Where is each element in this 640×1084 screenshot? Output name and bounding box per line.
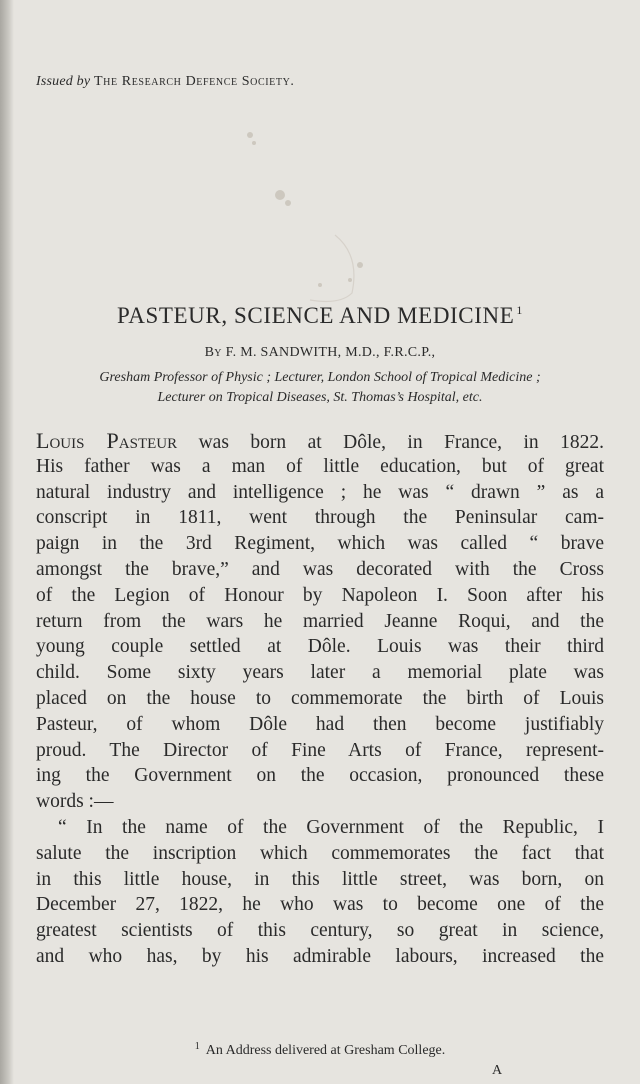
body-line: Pasteur, of whom Dôle had then become justifiably: [36, 713, 604, 735]
lead-words: Louis Pasteur: [36, 428, 178, 453]
publisher-line: [36, 74, 295, 90]
title-footnote-mark: 1: [516, 303, 523, 317]
body-line: proud. The Director of Fine Arts of France, represent-: [36, 739, 604, 761]
signature-mark: A: [492, 1063, 503, 1078]
byline-by: By: [204, 345, 222, 360]
body-line: words :—: [36, 791, 114, 813]
quote-line: and who has, by his admirable labours, increased the: [36, 945, 604, 967]
issued-by-label: Issued by: [36, 74, 91, 89]
quote-line: “ In the name of the Government of the Republic, I: [58, 816, 604, 838]
body-line: young couple settled at Dôle. Louis was their third: [36, 636, 604, 658]
body-line: natural industry and intelligence ; he was “ drawn ” as a: [36, 481, 604, 503]
paper-stain-mark: [210, 115, 390, 315]
footnote-mark: 1: [194, 1041, 200, 1052]
body-line: of the Legion of Honour by Napoleon I. Soon after his: [36, 584, 604, 606]
quote-line: December 27, 1822, he who was to become one of the: [36, 894, 604, 916]
body-line: return from the wars he married Jeanne Roqui, and the: [36, 610, 604, 632]
quote-line: greatest scientists of this century, so great in science,: [36, 920, 604, 942]
body-line: child. Some sixty years later a memorial plate was: [36, 662, 604, 684]
author-byline: [0, 345, 640, 361]
body-line: conscript in 1811, went through the Peninsular cam-: [36, 507, 604, 529]
footnote-text: An Address delivered at Gresham College.: [205, 1043, 446, 1058]
body-line: paign in the 3rd Regiment, which was called “ brave: [36, 533, 604, 555]
body-line: Louis Pasteur was born at Dôle, in France, in 1822.: [36, 428, 604, 453]
body-line: amongst the brave,” and was decorated with the Cross: [36, 558, 604, 580]
body-paragraph: [36, 428, 604, 970]
body-line: placed on the house to commemorate the birth of Louis: [36, 687, 604, 709]
article-title-text: PASTEUR, SCIENCE AND MEDICINE: [117, 303, 515, 328]
article-title: [0, 303, 640, 329]
society-name: The Research Defence Society.: [94, 74, 295, 89]
quote-line: in this little house, in this little street, was born, on: [36, 868, 604, 890]
author-credit-line-1: Gresham Professor of Physic ; Lecturer, London School of Tropical Medicine ;: [99, 370, 541, 385]
author-name: F. M. SANDWITH, M.D., F.R.C.P.,: [225, 345, 436, 360]
body-line: His father was a man of little education, but of great: [36, 455, 604, 477]
body-line: ing the Government on the occasion, pronounced these: [36, 765, 604, 787]
author-credit-line-2: Lecturer on Tropical Diseases, St. Thomas’s Hospital, etc.: [157, 390, 483, 405]
footnote: [0, 1041, 640, 1059]
quote-line: salute the inscription which commemorates the fact that: [36, 842, 604, 864]
